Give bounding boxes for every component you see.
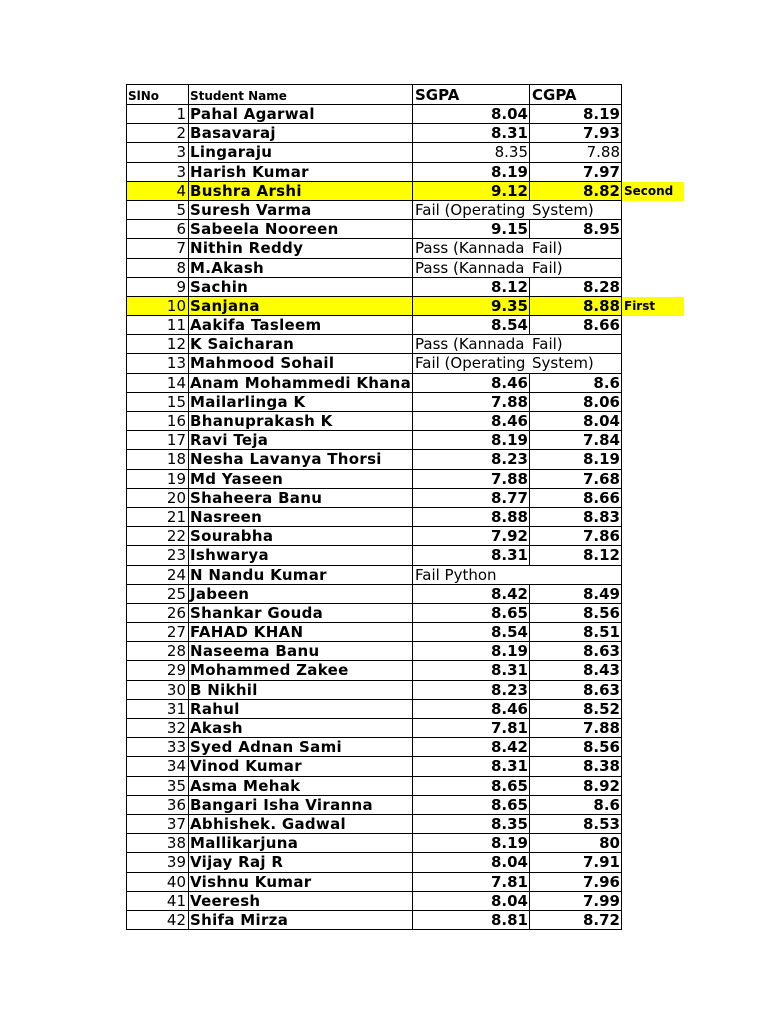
sgpa-cell[interactable]: 8.46 [413, 700, 530, 719]
header-cgpa[interactable]: CGPA [530, 84, 622, 105]
slno-cell[interactable]: 18 [126, 450, 189, 469]
slno-cell[interactable]: 2 [126, 124, 189, 143]
cgpa-cell[interactable]: 8.56 [530, 738, 622, 757]
cgpa-cell[interactable]: 7.88 [530, 143, 622, 162]
sgpa-cell[interactable]: 8.65 [413, 604, 530, 623]
sgpa-cell[interactable]: 9.15 [413, 220, 530, 239]
sgpa-cell[interactable]: 8.35 [413, 143, 530, 162]
cgpa-cell[interactable]: 8.95 [530, 220, 622, 239]
sgpa-cell[interactable]: 8.19 [413, 834, 530, 853]
table-row [126, 412, 684, 431]
student-name-cell[interactable]: Rahul [189, 700, 413, 719]
table-row [126, 642, 684, 661]
student-name-cell[interactable]: Md Yaseen [189, 470, 413, 489]
sgpa-cell[interactable]: 8.31 [413, 757, 530, 776]
table-row [126, 508, 684, 527]
table-row [126, 757, 684, 776]
cgpa-cell[interactable]: 8.38 [530, 757, 622, 776]
student-name-cell[interactable]: N Nandu Kumar [189, 566, 413, 585]
student-name-cell[interactable]: Bhanuprakash K [189, 412, 413, 431]
slno-cell[interactable]: 38 [126, 834, 189, 853]
cgpa-cell[interactable]: System) [530, 201, 622, 220]
table-row [126, 201, 684, 220]
cgpa-cell[interactable]: System) [530, 354, 622, 373]
sgpa-cell[interactable]: 8.54 [413, 623, 530, 642]
slno-cell[interactable]: 19 [126, 470, 189, 489]
sgpa-cell[interactable]: 8.23 [413, 681, 530, 700]
student-name-cell[interactable]: M.Akash [189, 259, 413, 278]
sgpa-cell[interactable]: 8.23 [413, 450, 530, 469]
table-row [126, 393, 684, 412]
cgpa-cell[interactable]: 8.19 [530, 450, 622, 469]
student-name-cell[interactable]: Mohammed Zakee [189, 661, 413, 680]
sgpa-cell[interactable]: 8.19 [413, 642, 530, 661]
sgpa-cell[interactable]: 8.04 [413, 853, 530, 872]
cgpa-cell[interactable]: 8.6 [530, 374, 622, 393]
cgpa-cell[interactable]: 8.6 [530, 796, 622, 815]
table-row [126, 796, 684, 815]
table-row [126, 566, 684, 585]
header-sgpa[interactable]: SGPA [413, 84, 530, 105]
slno-cell[interactable]: 3 [126, 163, 189, 182]
slno-cell[interactable]: 39 [126, 853, 189, 872]
slno-cell[interactable]: 10 [126, 297, 189, 316]
slno-cell[interactable]: 9 [126, 278, 189, 297]
student-name-cell[interactable]: Sachin [189, 278, 413, 297]
cgpa-cell[interactable]: 8.56 [530, 604, 622, 623]
slno-cell[interactable]: 41 [126, 892, 189, 911]
table-row [126, 450, 684, 469]
table-row [126, 681, 684, 700]
sgpa-cell[interactable]: 7.92 [413, 527, 530, 546]
sgpa-cell[interactable]: 7.88 [413, 470, 530, 489]
header-row [126, 84, 684, 105]
sgpa-cell[interactable]: 8.46 [413, 412, 530, 431]
student-name-cell[interactable]: Anam Mohammedi Khana [190, 373, 412, 392]
results-table [126, 84, 684, 930]
cgpa-cell[interactable]: 8.88 [530, 297, 622, 316]
cgpa-cell[interactable]: 8.63 [530, 642, 622, 661]
rank-note: First [622, 297, 684, 316]
table-row [126, 489, 684, 508]
sgpa-cell[interactable]: 8.42 [413, 585, 530, 604]
table-row [126, 278, 684, 297]
cgpa-cell[interactable]: 7.84 [530, 431, 622, 450]
sgpa-cell[interactable]: 8.77 [413, 489, 530, 508]
sgpa-cell[interactable]: 8.54 [413, 316, 530, 335]
slno-cell[interactable]: 33 [126, 738, 189, 757]
slno-cell[interactable]: 8 [126, 259, 189, 278]
sgpa-cell[interactable]: 8.46 [413, 374, 530, 393]
student-name-cell[interactable]: Ishwarya [189, 546, 413, 565]
table-row [126, 124, 684, 143]
slno-cell[interactable]: 14 [126, 374, 189, 393]
table-row [126, 623, 684, 642]
slno-cell[interactable]: 4 [126, 182, 189, 201]
sgpa-cell[interactable]: Pass (Kannada [413, 335, 530, 354]
slno-cell[interactable]: 30 [126, 681, 189, 700]
student-name-cell[interactable]: Mailarlinga K [189, 393, 413, 412]
slno-cell[interactable]: 24 [126, 566, 189, 585]
cgpa-cell[interactable]: 7.88 [530, 719, 622, 738]
table-row [126, 585, 684, 604]
table-row [126, 834, 684, 853]
sgpa-cell[interactable]: 9.35 [413, 297, 530, 316]
slno-cell[interactable]: 23 [126, 546, 189, 565]
slno-cell[interactable]: 32 [126, 719, 189, 738]
sgpa-cell[interactable]: Fail (Operating [413, 201, 530, 220]
student-name-cell[interactable]: Naseema Banu [189, 642, 413, 661]
student-name-cell[interactable]: FAHAD KHAN [189, 623, 413, 642]
table-row [126, 220, 684, 239]
table-row [126, 163, 684, 182]
cgpa-cell[interactable]: 7.93 [530, 124, 622, 143]
cgpa-cell[interactable]: 8.63 [530, 681, 622, 700]
sgpa-cell[interactable]: Pass (Kannada [413, 259, 530, 278]
cgpa-cell[interactable]: 8.51 [530, 623, 622, 642]
slno-cell[interactable]: 25 [126, 585, 189, 604]
cgpa-cell[interactable]: 8.12 [530, 546, 622, 565]
student-name-cell[interactable]: Syed Adnan Sami [189, 738, 413, 757]
student-name-cell[interactable]: Suresh Varma [189, 201, 413, 220]
cgpa-cell[interactable]: 7.97 [530, 163, 622, 182]
student-name-cell[interactable]: Asma Mehak [189, 777, 413, 796]
table-row [126, 470, 684, 489]
cgpa-cell[interactable]: 8.52 [530, 700, 622, 719]
table-row [126, 604, 684, 623]
cgpa-cell[interactable]: 7.68 [530, 470, 622, 489]
table-row [126, 297, 684, 316]
slno-cell[interactable]: 29 [126, 661, 189, 680]
table-row [126, 853, 684, 872]
student-name-cell[interactable]: Basavaraj [189, 124, 413, 143]
cgpa-cell[interactable]: Fail) [530, 239, 622, 258]
cgpa-cell[interactable]: 8.43 [530, 661, 622, 680]
rank-note: Second [622, 182, 684, 201]
cgpa-cell[interactable]: 8.06 [530, 393, 622, 412]
cgpa-cell[interactable]: 8.66 [530, 489, 622, 508]
student-name-cell[interactable]: Akash [189, 719, 413, 738]
slno-cell[interactable]: 37 [126, 815, 189, 834]
student-name-cell[interactable]: Aakifa Tasleem [189, 316, 413, 335]
sgpa-cell[interactable]: 8.42 [413, 738, 530, 757]
sgpa-cell[interactable]: Fail Python [413, 566, 530, 585]
cgpa-cell[interactable]: 8.72 [530, 911, 622, 930]
table-row [126, 546, 684, 565]
header-student-name[interactable]: Student Name [189, 84, 413, 105]
slno-cell[interactable]: 11 [126, 316, 189, 335]
cgpa-cell[interactable]: 7.96 [530, 873, 622, 892]
student-name-cell[interactable]: Shifa Mirza [189, 911, 413, 930]
slno-cell[interactable]: 22 [126, 527, 189, 546]
sgpa-cell[interactable]: 7.88 [413, 393, 530, 412]
cgpa-cell[interactable]: 8.92 [530, 777, 622, 796]
slno-cell[interactable]: 36 [126, 796, 189, 815]
student-name-cell[interactable]: Vinod Kumar [189, 757, 413, 776]
cgpa-cell[interactable]: 7.99 [530, 892, 622, 911]
sgpa-cell[interactable]: 8.81 [413, 911, 530, 930]
table-row [126, 354, 684, 373]
table-row [126, 700, 684, 719]
sgpa-cell[interactable]: 9.12 [413, 182, 530, 201]
student-name-cell[interactable]: Mahmood Sohail [189, 354, 413, 373]
cgpa-cell[interactable]: Fail) [530, 259, 622, 278]
sgpa-cell[interactable]: 8.65 [413, 777, 530, 796]
slno-cell[interactable]: 26 [126, 604, 189, 623]
table-row [126, 873, 684, 892]
sgpa-cell[interactable]: 8.65 [413, 796, 530, 815]
student-name-cell[interactable]: Nithin Reddy [189, 239, 413, 258]
slno-cell[interactable]: 7 [126, 239, 189, 258]
sgpa-cell[interactable]: 8.12 [413, 278, 530, 297]
sgpa-cell[interactable]: 8.35 [413, 815, 530, 834]
table-row [126, 316, 684, 335]
slno-cell[interactable]: 5 [126, 201, 189, 220]
sgpa-cell[interactable]: 8.19 [413, 431, 530, 450]
table-row [126, 892, 684, 911]
slno-cell[interactable]: 12 [126, 335, 189, 354]
header-slno[interactable]: SlNo [126, 84, 189, 105]
table-row [126, 239, 684, 258]
slno-cell[interactable]: 42 [126, 911, 189, 930]
slno-cell[interactable]: 28 [126, 642, 189, 661]
student-name-cell[interactable]: Bushra Arshi [189, 182, 413, 201]
sgpa-cell[interactable]: 8.31 [413, 661, 530, 680]
sgpa-cell[interactable]: 8.88 [413, 508, 530, 527]
table-row [126, 777, 684, 796]
cgpa-cell[interactable]: 7.91 [530, 853, 622, 872]
slno-cell[interactable]: 16 [126, 412, 189, 431]
table-row [126, 182, 684, 201]
student-name-cell[interactable]: Mallikarjuna [189, 834, 413, 853]
table-row [126, 431, 684, 450]
table-row [126, 374, 684, 393]
student-name-cell[interactable]: Vijay Raj R [189, 853, 413, 872]
student-name-cell[interactable]: Nesha Lavanya Thorsi [189, 450, 413, 469]
student-name-cell[interactable]: Sabeela Nooreen [189, 220, 413, 239]
sgpa-cell[interactable]: 8.31 [413, 546, 530, 565]
sgpa-cell[interactable]: 7.81 [413, 873, 530, 892]
sgpa-cell[interactable]: 8.04 [413, 105, 530, 124]
cgpa-cell[interactable]: Fail) [530, 335, 622, 354]
table-row [126, 335, 684, 354]
slno-cell[interactable]: 27 [126, 623, 189, 642]
slno-cell[interactable]: 3 [126, 143, 189, 162]
slno-cell[interactable]: 35 [126, 777, 189, 796]
student-name-cell[interactable]: Shankar Gouda [189, 604, 413, 623]
student-name-cell[interactable]: Nasreen [189, 508, 413, 527]
sgpa-cell[interactable]: 7.81 [413, 719, 530, 738]
sgpa-cell[interactable]: 8.31 [413, 124, 530, 143]
student-name-cell[interactable]: Harish Kumar [189, 163, 413, 182]
sgpa-cell[interactable]: 8.19 [413, 163, 530, 182]
cgpa-cell[interactable]: 8.19 [530, 105, 622, 124]
cgpa-cell[interactable]: 8.28 [530, 278, 622, 297]
student-name-cell[interactable]: Ravi Teja [189, 431, 413, 450]
slno-cell[interactable]: 6 [126, 220, 189, 239]
table-row [126, 911, 684, 930]
cgpa-cell[interactable]: 8.66 [530, 316, 622, 335]
table-row [126, 719, 684, 738]
table-row [126, 661, 684, 680]
table-row [126, 527, 684, 546]
slno-cell[interactable]: 15 [126, 393, 189, 412]
student-name-cell[interactable]: Pahal Agarwal [189, 105, 413, 124]
sgpa-cell[interactable]: 8.04 [413, 892, 530, 911]
cgpa-cell[interactable] [530, 566, 622, 585]
sgpa-cell[interactable]: Pass (Kannada [413, 239, 530, 258]
cgpa-cell[interactable]: 7.86 [530, 527, 622, 546]
table-row [126, 143, 684, 162]
cgpa-cell[interactable]: 8.04 [530, 412, 622, 431]
student-name-cell[interactable]: Shaheera Banu [189, 489, 413, 508]
cgpa-cell[interactable]: 8.83 [530, 508, 622, 527]
cgpa-cell[interactable]: 80 [530, 834, 622, 853]
slno-cell[interactable]: 21 [126, 508, 189, 527]
slno-cell[interactable]: 34 [126, 757, 189, 776]
table-row [126, 815, 684, 834]
slno-cell[interactable]: 20 [126, 489, 189, 508]
student-name-cell[interactable]: K Saicharan [189, 335, 413, 354]
table-row [126, 105, 684, 124]
slno-cell[interactable]: 17 [126, 431, 189, 450]
sgpa-cell[interactable]: Fail (Operating [413, 354, 530, 373]
cgpa-cell[interactable]: 8.53 [530, 815, 622, 834]
table-row [126, 738, 684, 757]
student-name-cell[interactable]: Lingaraju [189, 143, 413, 162]
cgpa-cell[interactable]: 8.49 [530, 585, 622, 604]
slno-cell[interactable]: 31 [126, 700, 189, 719]
slno-cell[interactable]: 13 [126, 354, 189, 373]
student-name-cell[interactable]: Vishnu Kumar [189, 873, 413, 892]
student-name-cell[interactable]: Veeresh [189, 892, 413, 911]
student-name-cell[interactable]: B Nikhil [189, 681, 413, 700]
slno-cell[interactable]: 1 [126, 105, 189, 124]
table-row [126, 259, 684, 278]
student-name-cell[interactable]: Sourabha [189, 527, 413, 546]
student-name-cell[interactable]: Sanjana [189, 297, 413, 316]
student-name-cell[interactable]: Abhishek. Gadwal [189, 815, 413, 834]
cgpa-cell[interactable]: 8.82 [530, 182, 622, 201]
student-name-cell[interactable]: Jabeen [189, 585, 413, 604]
student-name-cell[interactable]: Bangari Isha Viranna [189, 796, 413, 815]
slno-cell[interactable]: 40 [126, 873, 189, 892]
